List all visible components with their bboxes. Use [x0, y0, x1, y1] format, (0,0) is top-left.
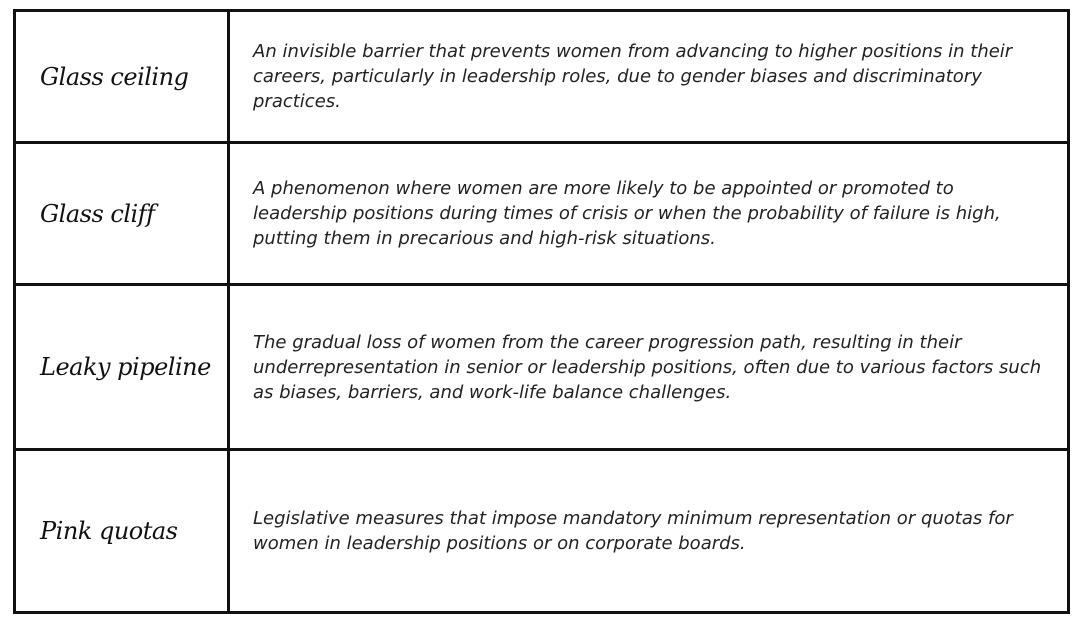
- definition-text: An invisible barrier that prevents women from advancing to higher positions in their careers, particularly in leadership roles, due to gender biases and discriminatory practices.: [253, 41, 1013, 112]
- definition-text: Legislative measures that impose mandatory minimum representation or quotas for women in leadership positions or on corporate boards.: [253, 508, 1013, 554]
- definition-cell: [230, 451, 1067, 611]
- term-label: Leaky pipeline: [40, 353, 211, 381]
- table-row: [16, 144, 1067, 286]
- definition-cell: [230, 12, 1067, 141]
- term-label: Pink quotas: [40, 517, 178, 545]
- term-cell: [16, 451, 230, 611]
- term-cell: [16, 12, 230, 141]
- term-label: Glass ceiling: [40, 62, 189, 91]
- term-cell: [16, 286, 230, 448]
- table-row: [16, 286, 1067, 451]
- term-cell: [16, 144, 230, 283]
- glossary-table: [13, 9, 1070, 614]
- term-label: Glass cliff: [40, 199, 155, 228]
- definition-cell: [230, 144, 1067, 283]
- definition-cell: [230, 286, 1067, 448]
- definition-text: The gradual loss of women from the career progression path, resulting in their underrepresentation in senior or leadership positions, often due to various factors such as biases, barriers, and work-life balance challenges.: [253, 331, 1042, 403]
- table-row: [16, 12, 1067, 144]
- table-row: [16, 451, 1067, 611]
- definition-text: A phenomenon where women are more likely to be appointed or promoted to leadership positions during times of crisis or when the probability of failure is high, putting them in precarious and high-risk situations.: [253, 178, 1001, 249]
